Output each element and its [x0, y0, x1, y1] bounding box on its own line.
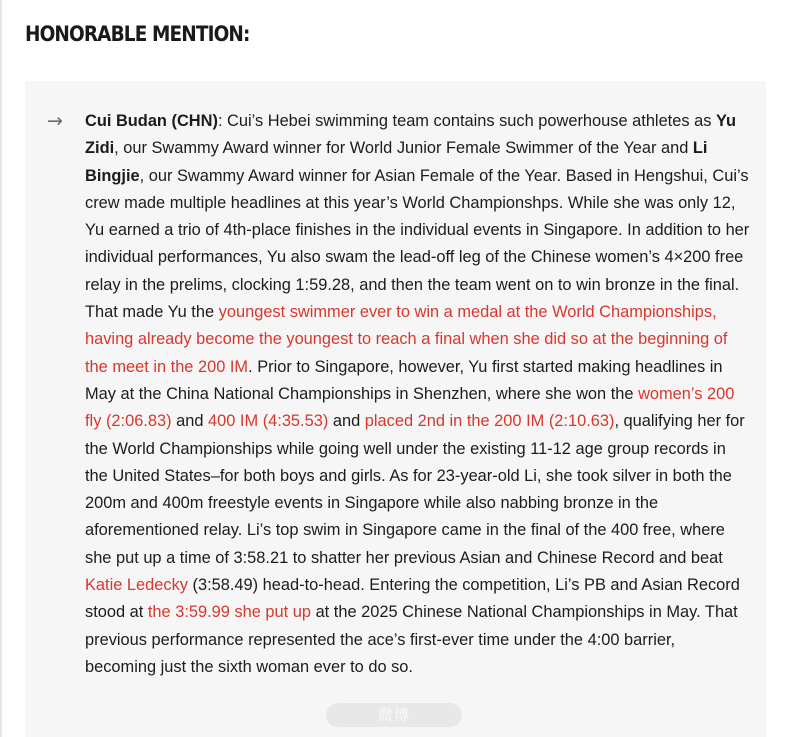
body-text: and — [328, 412, 365, 431]
link-katie-ledecky[interactable]: Katie Ledecky — [85, 576, 188, 595]
body-text: (3:58.49) head-to-head. Entering the competition, Li’s PB and Asian Record stood at — [85, 576, 740, 622]
body-text: and — [171, 412, 209, 431]
right-arrow-icon: → — [47, 110, 63, 132]
watermark-stamp: 微博 — [326, 703, 462, 727]
link-separator: , — [712, 303, 717, 322]
body-text: , our Swammy Award winner for Asian Female of the Year. Based in Hengshui, Cui’s crew made multiple headlines at this year’s World Championshps. While she was only 12, Yu earned a trio of 4th-place finishes in the individual events in Singapore. In addition to her individual performances, Yu also swam the lead-off leg of the Chinese women’s 4×200 free relay in the prelims, clocking 1:59.28, and then the team went on to win bronze in the final. That made Yu the — [85, 166, 750, 322]
body-text: at the 2025 Chinese National Championships in May. That previous performance represented the ace’s first-ever time under the 4:00 barrier, becoming just the sixth woman ever to do so. — [85, 603, 738, 676]
link-youngest-finalist[interactable]: having already become the youngest to reach a final when she did so at the beginning of the meet in the 200 IM — [85, 330, 728, 376]
nominee-name: Cui Budan (CHN) — [85, 112, 218, 130]
link-youngest-medalist[interactable]: youngest swimmer ever to win a medal at the World Championships — [218, 303, 713, 322]
honorable-mention-paragraph — [85, 108, 750, 681]
athlete-name: Li Bingjie — [85, 139, 708, 185]
section-heading: HONORABLE MENTION: — [25, 22, 250, 46]
body-text: , qualifying her for the World Championships while going well under the existing 11-12 age group records in the United States–for both boys and girls. As for 23-year-old Li, she took silver in both the 200m and 400m freestyle events in Singapore while also nabbing bronze in the aforementioned relay. Li’s top swim in Singapore came in the final of the 400 free, where she put up a time of 3:58.21 to shatter her previous Asian and Chinese Record and beat — [85, 412, 745, 567]
link-3-59-99[interactable]: the 3:59.99 she put up — [147, 603, 312, 622]
athlete-name: Yu Zidi — [85, 112, 737, 158]
body-text: , our Swammy Award winner for World Junior Female Swimmer of the Year and — [114, 139, 693, 158]
link-200-im[interactable]: placed 2nd in the 200 IM (2:10.63) — [364, 412, 615, 431]
page-left-border — [0, 0, 2, 737]
body-text: . Prior to Singapore, however, Yu first started making headlines in May at the China National Championships in Shenzhen, where she won the — [85, 357, 723, 403]
link-200-fly[interactable]: women’s 200 fly (2:06.83) — [85, 384, 735, 431]
link-400-im[interactable]: 400 IM (4:35.53) — [208, 412, 329, 431]
body-text: : Cui’s Hebei swimming team contains such powerhouse athletes as — [217, 112, 716, 130]
